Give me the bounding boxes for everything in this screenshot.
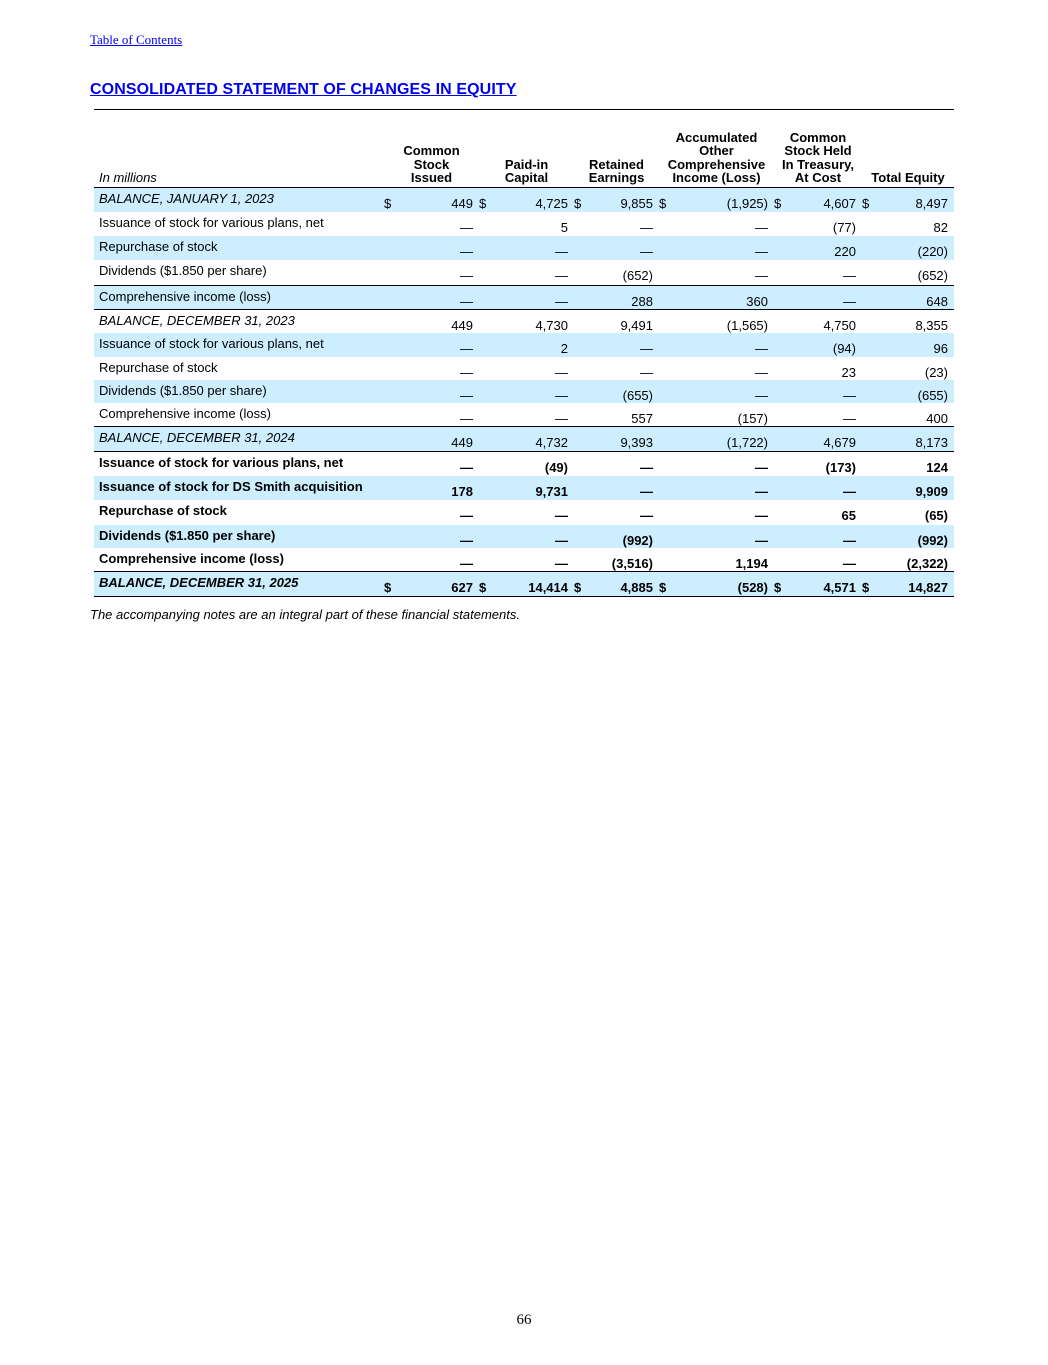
table-row-ds-smith-acquisition-2025 (94, 476, 954, 500)
cell-value: 449 (451, 317, 473, 333)
cell-value: 648 (926, 293, 948, 309)
cell-total-equity (862, 357, 954, 380)
cell-paid-in-capital (479, 380, 574, 403)
cell-retained-earnings (574, 548, 659, 572)
header-row (94, 110, 954, 187)
cell-paid-in-capital (479, 187, 574, 212)
cell-value: 1,194 (735, 555, 768, 571)
cell-retained-earnings (574, 500, 659, 525)
cell-retained-earnings (574, 476, 659, 500)
cell-value: (1,565) (726, 317, 768, 333)
cell-value: 124 (926, 460, 948, 475)
cell-value: 557 (631, 411, 653, 426)
cell-treasury-stock (774, 403, 862, 427)
cell-total-equity (862, 236, 954, 260)
cell-value: — (555, 268, 568, 283)
cell-total-equity (862, 212, 954, 236)
row-label: Issuance of stock for various plans, net (94, 333, 384, 357)
cell-value: (173) (825, 460, 856, 475)
cell-common-stock (384, 260, 479, 285)
cell-common-stock (384, 403, 479, 427)
cell-total-equity (862, 525, 954, 548)
cell-value: 4,885 (620, 580, 653, 595)
table-of-contents-link[interactable]: Table of Contents (90, 32, 183, 47)
row-label: Dividends ($1.850 per share) (94, 260, 384, 285)
row-label: Comprehensive income (loss) (94, 403, 384, 427)
cell-value: — (755, 244, 768, 259)
header-treasury-stock: Common Stock Held In Treasury, At Cost (774, 110, 862, 187)
cell-total-equity (862, 452, 954, 476)
cell-retained-earnings (574, 572, 659, 597)
cell-value: 627 (451, 580, 473, 595)
cell-retained-earnings (574, 427, 659, 452)
cell-retained-earnings (574, 236, 659, 260)
row-label: Repurchase of stock (94, 236, 384, 260)
cell-value: — (460, 460, 473, 475)
cell-value: (652) (917, 268, 948, 283)
cell-value: 2 (560, 341, 568, 356)
cell-value: 360 (746, 293, 768, 309)
cell-value: — (843, 532, 856, 548)
cell-value: (220) (917, 244, 948, 259)
cell-value: — (555, 388, 568, 403)
cell-total-equity (862, 500, 954, 525)
cell-aoci (659, 476, 774, 500)
table-row-repurchase-2025 (94, 500, 954, 525)
cell-retained-earnings (574, 285, 659, 309)
cell-value: — (755, 507, 768, 523)
table-row-dividends-2025 (94, 525, 954, 548)
cell-value: — (460, 268, 473, 283)
cell-retained-earnings (574, 187, 659, 212)
table-row-comprehensive-2024 (94, 403, 954, 427)
cell-value: — (640, 220, 653, 235)
cell-retained-earnings (574, 403, 659, 427)
cell-common-stock (384, 525, 479, 548)
cell-common-stock (384, 452, 479, 476)
cell-treasury-stock (774, 452, 862, 476)
cell-value: (65) (924, 507, 948, 523)
cell-value: — (640, 341, 653, 356)
table-row-balance-2023-end (94, 309, 954, 333)
cell-treasury-stock (774, 548, 862, 572)
header-common-stock-issued: Common Stock Issued (384, 110, 479, 187)
cell-aoci (659, 285, 774, 309)
cell-value: — (755, 483, 768, 499)
cell-retained-earnings (574, 380, 659, 403)
header-paid-in-capital: Paid-in Capital (479, 110, 574, 187)
row-label: BALANCE, DECEMBER 31, 2023 (99, 312, 295, 328)
cell-common-stock (384, 476, 479, 500)
table-row-balance-2024-end (94, 427, 954, 452)
page-number: 66 (516, 1312, 532, 1328)
cell-value: — (555, 244, 568, 259)
row-label: Issuance of stock for various plans, net (99, 455, 344, 470)
table-row-dividends-2024 (94, 380, 954, 403)
cell-value: — (460, 388, 473, 403)
header-units: In millions (94, 110, 384, 187)
cell-value: — (555, 293, 568, 309)
cell-common-stock (384, 236, 479, 260)
table-row-issuance-plans-2024 (94, 333, 954, 357)
cell-value: 8,355 (915, 317, 948, 333)
cell-value: — (843, 483, 856, 499)
cell-value: 8,497 (915, 195, 948, 211)
row-label: Comprehensive income (loss) (94, 548, 384, 572)
cell-value: (77) (832, 220, 856, 235)
cell-value: 4,571 (823, 580, 856, 595)
cell-value: 9,491 (620, 317, 653, 333)
cell-value: — (460, 532, 473, 548)
cell-common-stock (384, 333, 479, 357)
cell-value: 4,725 (535, 195, 568, 211)
cell-treasury-stock (774, 260, 862, 285)
cell-treasury-stock (774, 380, 862, 403)
cell-common-stock (384, 548, 479, 572)
cell-value: — (755, 532, 768, 548)
row-label: Comprehensive income (loss) (94, 285, 384, 309)
cell-value: — (755, 220, 768, 235)
currency-symbol: $ (659, 195, 667, 211)
cell-value: 4,679 (823, 435, 856, 450)
table-row-balance-2023-start (94, 187, 954, 212)
cell-value: 449 (451, 195, 473, 211)
cell-common-stock (384, 285, 479, 309)
row-label: BALANCE, DECEMBER 31, 2024 (94, 427, 384, 452)
cell-value: 288 (631, 293, 653, 309)
cell-paid-in-capital (479, 285, 574, 309)
currency-symbol: $ (479, 195, 487, 211)
cell-value: 65 (841, 507, 856, 523)
table-row-comprehensive-2023 (94, 285, 954, 309)
cell-value: 9,909 (915, 483, 948, 499)
currency-symbol: $ (862, 580, 870, 595)
cell-value: (2,322) (906, 555, 948, 571)
cell-total-equity (862, 260, 954, 285)
table-row-balance-2025-end (94, 572, 954, 597)
currency-symbol: $ (774, 580, 782, 595)
cell-aoci (659, 452, 774, 476)
cell-value: — (460, 244, 473, 259)
cell-retained-earnings (574, 309, 659, 333)
cell-aoci (659, 260, 774, 285)
cell-retained-earnings (574, 452, 659, 476)
table-row-repurchase-2023 (94, 236, 954, 260)
cell-value: — (460, 365, 473, 380)
row-label: Dividends ($1.850 per share) (94, 525, 384, 548)
cell-value: 9,393 (620, 435, 653, 450)
row-label: Dividends ($1.850 per share) (94, 380, 384, 403)
cell-value: (992) (917, 532, 948, 548)
cell-common-stock (384, 357, 479, 380)
cell-value: 82 (933, 220, 948, 235)
cell-aoci (659, 525, 774, 548)
cell-treasury-stock (774, 357, 862, 380)
cell-treasury-stock (774, 525, 862, 548)
cell-value: — (640, 483, 653, 499)
table-row-issuance-plans-2023 (94, 212, 954, 236)
cell-aoci (659, 357, 774, 380)
cell-value: — (755, 460, 768, 475)
cell-value: 23 (841, 365, 856, 380)
cell-value: (49) (544, 460, 568, 475)
footnote: The accompanying notes are an integral part of these financial statements. (90, 607, 520, 622)
cell-aoci (659, 500, 774, 525)
cell-value: 4,750 (823, 317, 856, 333)
cell-common-stock (384, 500, 479, 525)
cell-value: (992) (622, 532, 653, 548)
currency-symbol: $ (862, 195, 870, 211)
currency-symbol: $ (574, 195, 582, 211)
cell-retained-earnings (574, 212, 659, 236)
cell-value: 220 (834, 244, 856, 259)
cell-retained-earnings (574, 357, 659, 380)
cell-value: — (460, 293, 473, 309)
page-title: CONSOLIDATED STATEMENT OF CHANGES IN EQUITY (90, 81, 517, 98)
header-total-equity: Total Equity (862, 110, 954, 187)
cell-common-stock (384, 427, 479, 452)
cell-value: 449 (451, 435, 473, 450)
row-label: Issuance of stock for various plans, net (99, 215, 324, 230)
cell-retained-earnings (574, 260, 659, 285)
currency-symbol: $ (774, 195, 782, 211)
cell-treasury-stock (774, 500, 862, 525)
cell-paid-in-capital (479, 427, 574, 452)
row-label: BALANCE, JANUARY 1, 2023 (94, 187, 384, 212)
cell-value: — (843, 555, 856, 571)
cell-paid-in-capital (479, 260, 574, 285)
cell-treasury-stock (774, 236, 862, 260)
cell-total-equity (862, 548, 954, 572)
cell-aoci (659, 403, 774, 427)
cell-common-stock (384, 309, 479, 333)
cell-value: (655) (622, 388, 653, 403)
cell-total-equity (862, 380, 954, 403)
cell-aoci (659, 309, 774, 333)
cell-common-stock (384, 380, 479, 403)
currency-symbol: $ (574, 580, 582, 595)
cell-value: — (460, 555, 473, 571)
cell-aoci (659, 572, 774, 597)
cell-common-stock (384, 572, 479, 597)
cell-value: — (460, 411, 473, 426)
cell-value: — (555, 365, 568, 380)
cell-common-stock (384, 187, 479, 212)
cell-total-equity (862, 476, 954, 500)
cell-total-equity (862, 285, 954, 309)
cell-value: — (640, 460, 653, 475)
row-label: Repurchase of stock (99, 502, 227, 518)
cell-paid-in-capital (479, 525, 574, 548)
cell-value: (655) (917, 388, 948, 403)
cell-treasury-stock (774, 427, 862, 452)
cell-retained-earnings (574, 525, 659, 548)
cell-value: (23) (924, 365, 948, 380)
cell-total-equity (862, 309, 954, 333)
cell-paid-in-capital (479, 452, 574, 476)
cell-value: — (755, 365, 768, 380)
cell-value: 5 (560, 220, 568, 235)
cell-paid-in-capital (479, 500, 574, 525)
currency-symbol: $ (659, 580, 667, 595)
cell-value: 8,173 (915, 435, 948, 450)
cell-value: (528) (737, 580, 768, 595)
header-retained-earnings: Retained Earnings (574, 110, 659, 187)
cell-paid-in-capital (479, 572, 574, 597)
cell-aoci (659, 333, 774, 357)
cell-value: 14,827 (908, 580, 948, 595)
cell-aoci (659, 212, 774, 236)
cell-value: — (843, 293, 856, 309)
equity-statement-table (94, 110, 954, 597)
cell-value: (157) (737, 411, 768, 426)
cell-paid-in-capital (479, 333, 574, 357)
cell-value: — (555, 532, 568, 548)
cell-value: — (460, 507, 473, 523)
cell-value: — (640, 507, 653, 523)
cell-paid-in-capital (479, 309, 574, 333)
cell-value: — (843, 268, 856, 283)
cell-total-equity (862, 187, 954, 212)
cell-value: — (460, 220, 473, 235)
cell-value: — (555, 507, 568, 523)
row-label: BALANCE, DECEMBER 31, 2025 (94, 572, 384, 597)
cell-value: — (755, 388, 768, 403)
table-row-repurchase-2024 (94, 357, 954, 380)
cell-value: — (755, 341, 768, 356)
cell-treasury-stock (774, 212, 862, 236)
cell-value: 9,731 (535, 483, 568, 499)
cell-paid-in-capital (479, 548, 574, 572)
cell-treasury-stock (774, 309, 862, 333)
cell-value: (652) (622, 268, 653, 283)
row-label: Repurchase of stock (99, 360, 218, 375)
cell-value: — (640, 365, 653, 380)
cell-retained-earnings (574, 333, 659, 357)
cell-paid-in-capital (479, 403, 574, 427)
table-row-comprehensive-2025 (94, 548, 954, 572)
cell-value: 14,414 (528, 580, 568, 595)
row-label: Issuance of stock for DS Smith acquisition (94, 476, 384, 500)
cell-treasury-stock (774, 333, 862, 357)
cell-aoci (659, 380, 774, 403)
cell-total-equity (862, 403, 954, 427)
cell-value: — (555, 411, 568, 426)
table-row-dividends-2023 (94, 260, 954, 285)
cell-treasury-stock (774, 476, 862, 500)
cell-value: (1,925) (726, 195, 768, 211)
cell-aoci (659, 236, 774, 260)
cell-value: 400 (926, 411, 948, 426)
cell-value: 9,855 (620, 195, 653, 211)
table-row-issuance-plans-2025 (94, 452, 954, 476)
cell-treasury-stock (774, 285, 862, 309)
currency-symbol: $ (384, 580, 392, 595)
cell-value: — (555, 555, 568, 571)
cell-aoci (659, 427, 774, 452)
cell-value: (94) (832, 341, 856, 356)
cell-value: 178 (451, 483, 473, 499)
cell-total-equity (862, 572, 954, 597)
cell-paid-in-capital (479, 357, 574, 380)
cell-total-equity (862, 427, 954, 452)
cell-value: 4,732 (535, 435, 568, 450)
cell-treasury-stock (774, 187, 862, 212)
cell-value: — (843, 411, 856, 426)
currency-symbol: $ (479, 580, 487, 595)
cell-aoci (659, 187, 774, 212)
cell-value: — (843, 388, 856, 403)
cell-value: (1,722) (726, 435, 768, 450)
cell-value: — (460, 341, 473, 356)
cell-value: 4,730 (535, 317, 568, 333)
cell-value: 4,607 (823, 195, 856, 211)
equity-statement-table-container (94, 109, 954, 597)
cell-value: — (640, 244, 653, 259)
cell-total-equity (862, 333, 954, 357)
currency-symbol: $ (384, 195, 392, 211)
cell-treasury-stock (774, 572, 862, 597)
cell-value: — (755, 268, 768, 283)
cell-value: (3,516) (611, 555, 653, 571)
header-aoci: Accumulated Other Comprehensive Income (Loss) (659, 110, 774, 187)
cell-paid-in-capital (479, 236, 574, 260)
cell-paid-in-capital (479, 476, 574, 500)
cell-aoci (659, 548, 774, 572)
cell-value: 96 (933, 341, 948, 356)
cell-common-stock (384, 212, 479, 236)
cell-paid-in-capital (479, 212, 574, 236)
